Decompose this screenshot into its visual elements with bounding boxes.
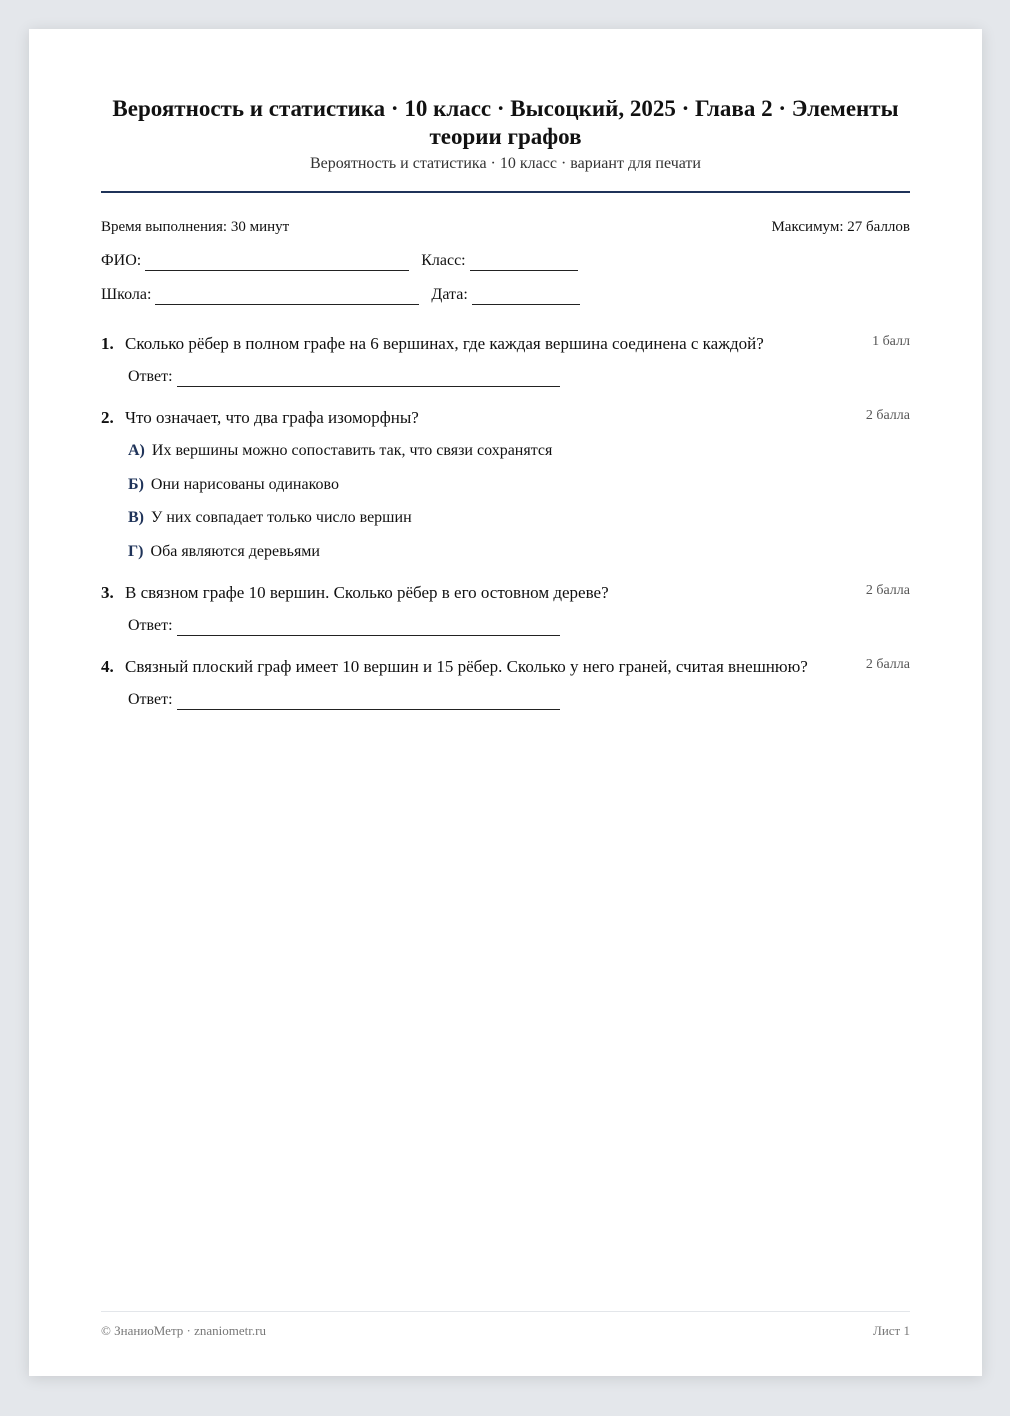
student-fields-row-2 <box>101 285 910 305</box>
question-points: 2 балла <box>865 408 910 423</box>
question-number: 1. <box>101 334 114 353</box>
question-number: 2. <box>101 408 114 427</box>
option-text: Их вершины можно сопоставить так, что связи сохранятся <box>151 442 553 459</box>
class-label: Класс: <box>421 252 466 269</box>
school-blank[interactable] <box>155 290 419 305</box>
page-content <box>101 29 910 730</box>
question-text: Связный плоский граф имеет 10 вершин и 15 рёбер. Сколько у него граней, считая внешнюю? <box>125 656 808 676</box>
option-text: Оба являются деревьями <box>150 542 320 560</box>
answer-options <box>128 441 910 562</box>
answer-line <box>128 690 910 710</box>
option-d[interactable] <box>128 542 910 562</box>
option-b[interactable] <box>128 475 910 495</box>
answer-label: Ответ: <box>128 368 173 385</box>
question-number: 3. <box>101 582 114 602</box>
option-text: Они нарисованы одинаково <box>150 475 339 493</box>
question-3 <box>101 582 910 636</box>
question-points: 2 балла <box>865 656 910 672</box>
meta-row <box>101 217 910 237</box>
sheet-number: Лист 1 <box>873 1323 910 1338</box>
question-text: Сколько рёбер в полном графе на 6 вершинах, где каждая вершина соединена с каждой? <box>125 334 764 353</box>
question-points: 1 балл <box>872 334 910 349</box>
answer-line <box>128 367 910 387</box>
page-title: Вероятность и статистика · 10 класс · Высоцкий, 2025 · Глава 2 · Элементы теории графов <box>112 96 899 149</box>
footer-copyright: © ЗнаниоМетр · znaniometr.ru <box>101 1323 266 1338</box>
option-letter: В) <box>128 509 144 526</box>
answer-label: Ответ: <box>128 690 173 708</box>
option-letter: Г) <box>128 542 144 560</box>
worksheet-page <box>29 29 982 1376</box>
answer-label: Ответ: <box>128 616 173 634</box>
time-limit: Время выполнения: 30 минут <box>101 219 290 235</box>
date-blank[interactable] <box>472 290 580 305</box>
question-4 <box>101 656 910 710</box>
fio-label: ФИО: <box>101 252 142 269</box>
student-fields-row-1 <box>101 251 910 271</box>
question-points: 2 балла <box>865 582 910 598</box>
answer-blank[interactable] <box>177 695 560 710</box>
question-text: Что означает, что два графа изоморфны? <box>125 408 419 427</box>
page-footer <box>101 1311 910 1339</box>
question-number: 4. <box>101 656 114 676</box>
option-letter: А) <box>128 442 145 459</box>
option-letter: Б) <box>128 475 144 493</box>
answer-line <box>128 616 910 636</box>
option-a[interactable] <box>128 441 910 461</box>
question-2 <box>101 407 910 562</box>
option-text: У них совпадает только число вершин <box>151 509 412 526</box>
date-label: Дата: <box>431 286 468 303</box>
question-list <box>101 333 910 710</box>
option-c[interactable] <box>128 508 910 528</box>
question-text: В связном графе 10 вершин. Сколько рёбер в его остовном дереве? <box>125 582 609 602</box>
max-score: Максимум: 27 баллов <box>771 219 910 235</box>
page-subtitle: Вероятность и статистика · 10 класс · вариант для печати <box>310 155 701 172</box>
class-blank[interactable] <box>470 256 578 271</box>
question-1 <box>101 333 910 387</box>
fio-blank[interactable] <box>145 256 409 271</box>
answer-blank[interactable] <box>177 621 560 636</box>
school-label: Школа: <box>101 286 152 303</box>
answer-blank[interactable] <box>177 372 560 387</box>
header-divider <box>101 191 910 193</box>
